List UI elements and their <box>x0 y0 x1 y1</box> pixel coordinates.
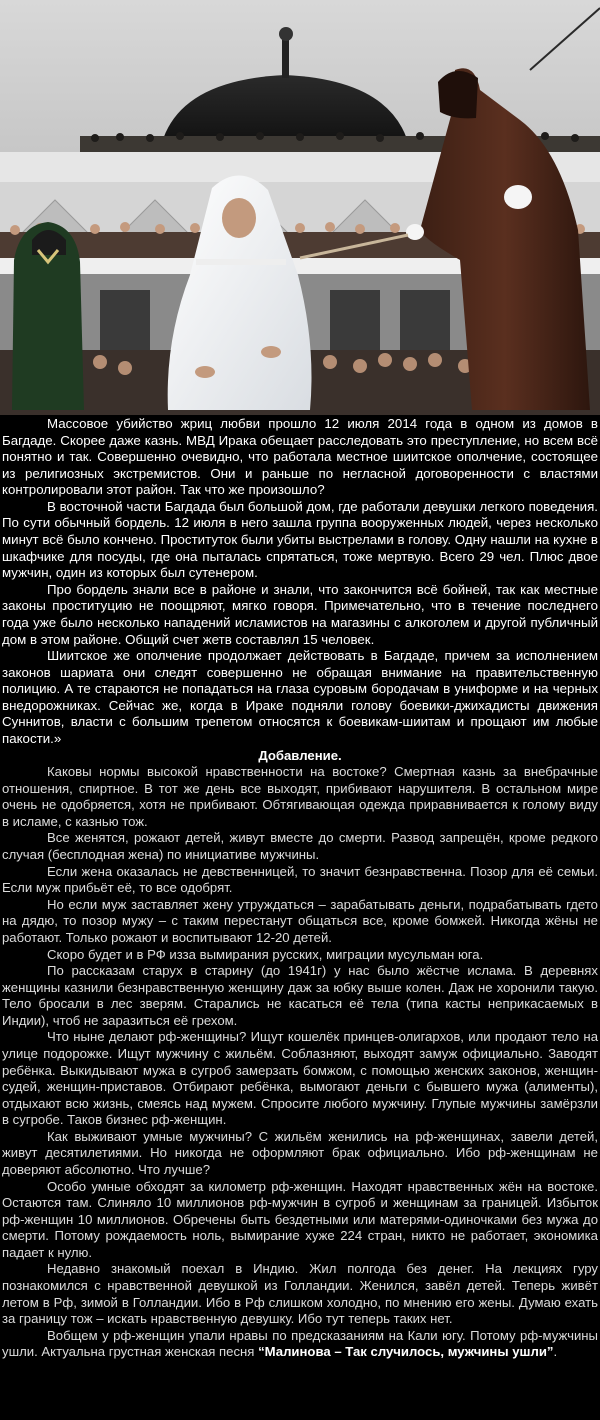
paragraph: Недавно знакомый поехал в Индию. Жил полгода без денег. На лекциях гуру познакомился с нравственной девушкой из Голландии. Женился, завёл детей. Теперь живёт летом в Рф, зимой в Голландии. Ибо в Рф слишком холодно, по мнению его жены. Думаю ехать за границу тож – искать нравственную девушку. Ибо тут теперь таких нет. <box>2 1261 598 1327</box>
paragraph: Если жена оказалась не девственницей, то значит безнравственна. Позор для её семьи. Если муж прибьёт её, то все одобрят. <box>2 863 598 896</box>
paragraph: Массовое убийство жриц любви прошло 12 июля 2014 года в одном из домов в Багдаде. Скорее даже казнь. МВД Ирака обещает расследовать это преступление, но всем всё понятно и так. Совершенно очевидно, что работала местное шиитское ополчение, состоящее из религиозных экстремистов. Они и раньше по негласной договоренности с властями контролировали этот район. Так что же произошло? <box>2 416 598 498</box>
paragraph: Про бордель знали все в районе и знали, что закончится всё бойней, так как местные законы проституцию не поощряют, мягко говоря. Примечательно, что в течение последнего года уже было несколько нападений исламистов на магазины с алкоголем и другой публичный дом в этом районе. Общий счет жетв составлял 15 человек. <box>2 581 598 647</box>
paragraph: Все женятся, рожают детей, живут вместе до смерти. Развод запрещён, кроме редкого случая (бесплодная жена) по инициативе мужчины. <box>2 830 598 863</box>
paragraph: По рассказам старух в старину (до 1941г) у нас было жёстче ислама. В деревнях женщины казнили безнравственную женщину даж за юбку выше колен. Даж не хоронили такую. Тело бросали в лес зверям. Старались не касаться её тела (типа касты неприкасаемых в Индии), чтоб не заразиться её грехом. <box>2 963 598 1028</box>
article-text <box>0 416 600 1420</box>
paragraph: В восточной части Багдада был большой дом, где работали девушки легкого поведения. По сути обычный бордель. 12 июля в него зашла группа вооруженных людей, через несколько минут всё было кончено. Проституток были убиты выстрелами в голову. Одну нашли на кухне в шкафчике для посуды, где она пыталась спрятаться, тоже мертвую. Всего 29 чел. Плюс двое мужчин, один из которых был сутенером. <box>2 498 598 581</box>
closing-paragraph <box>2 1328 598 1361</box>
paragraph: Но если муж заставляет жену утруждаться – зарабатывать деньги, подрабатывать гдето на дядю, то позор мужу – с таким перестанут общаться все, кроме бомжей. Никогда жёны не работают. Только рожают и воспитывают 12-20 детей. <box>2 896 598 945</box>
paragraph: Особо умные обходят за километр рф-женщин. Находят нравственных жён на востоке. Остаются там. Слиняло 10 миллионов рф-мужчин в сугроб и женщинам за границей. Избыток рф-женщин 10 миллионов. Обречены быть бездетными или матерями-одиночками без мужа до смерти. Потому рождаемость ноль, вымирание хуже 224 стран, никто не работает, экономика падает к нулю. <box>2 1178 598 1260</box>
paragraph: Шиитское же ополчение продолжает действовать в Багдаде, причем за исполнением законов шариата они следят совершенно не обращая внимание на правительственную полицию. А те стараются не попадаться на глаза суровым бородачам в униформе и на черных внедорожниках. Сейчас же, когда в Ираке подняли голову боевики-джихадисты движения Суннитов, власти с большим трепетом относятся к боевикам-шиитам и прощают им любые пакости.» <box>2 648 598 746</box>
article-photo <box>0 0 600 415</box>
addendum-section <box>2 764 598 1361</box>
paragraph: Что ныне делают рф-женщины? Ищут кошелёк принцев-олигархов, или продают тело на улице подорожке. Ищут мужчину с жильём. Соблазняют, выходят замуж официально. Заводят ребёнка. Выкидывают мужа в сугроб замерзать бомжом, с помощью женских законов, женщин-судей, женщин-приставов. Отбирают ребёнка, вымогают деньги с бывшего мужа (алименты), отдыхают всю жизнь, смеясь над мужем. Спросите любого мужчину. Глупые мужчины замёрзли в сугробе. Таков бизнес рф-женщин. <box>2 1029 598 1128</box>
paragraph: Скоро будет и в РФ изза вымирания русских, миграции мусульман юга. <box>47 946 484 962</box>
addendum-heading: Добавление. <box>258 747 342 763</box>
closing-end: . <box>553 1344 558 1360</box>
song-title: “Малинова – Так случилось, мужчины ушли” <box>258 1344 554 1360</box>
news-section <box>2 416 598 748</box>
paragraph: Как выживают умные мужчины? С жильём женились на рф-женщинах, завели детей, живут десятилетиями. Но никогда не оформляют брак официально. Ибо рф-женщинам не доверяют абсолютно. Что лучше? <box>2 1128 598 1178</box>
closing-text: Вобщем у рф-женщин упали нравы по предсказаниям на Кали югу. Потому рф-мужчины ушли. Актуальна грустная женская песня <box>2 1327 598 1360</box>
paragraph: Каковы нормы высокой нравственности на востоке? Смертная казнь за внебрачные отношения, спиртное. В тот же день все выходят, прибивают нарушителя. В остальном мире очень не одобряется, хотя не прибивают. Обтягивающая одежда приравнивается к голому виду в исламе, с казнью тож. <box>2 764 598 829</box>
photo-illustration <box>0 0 600 415</box>
